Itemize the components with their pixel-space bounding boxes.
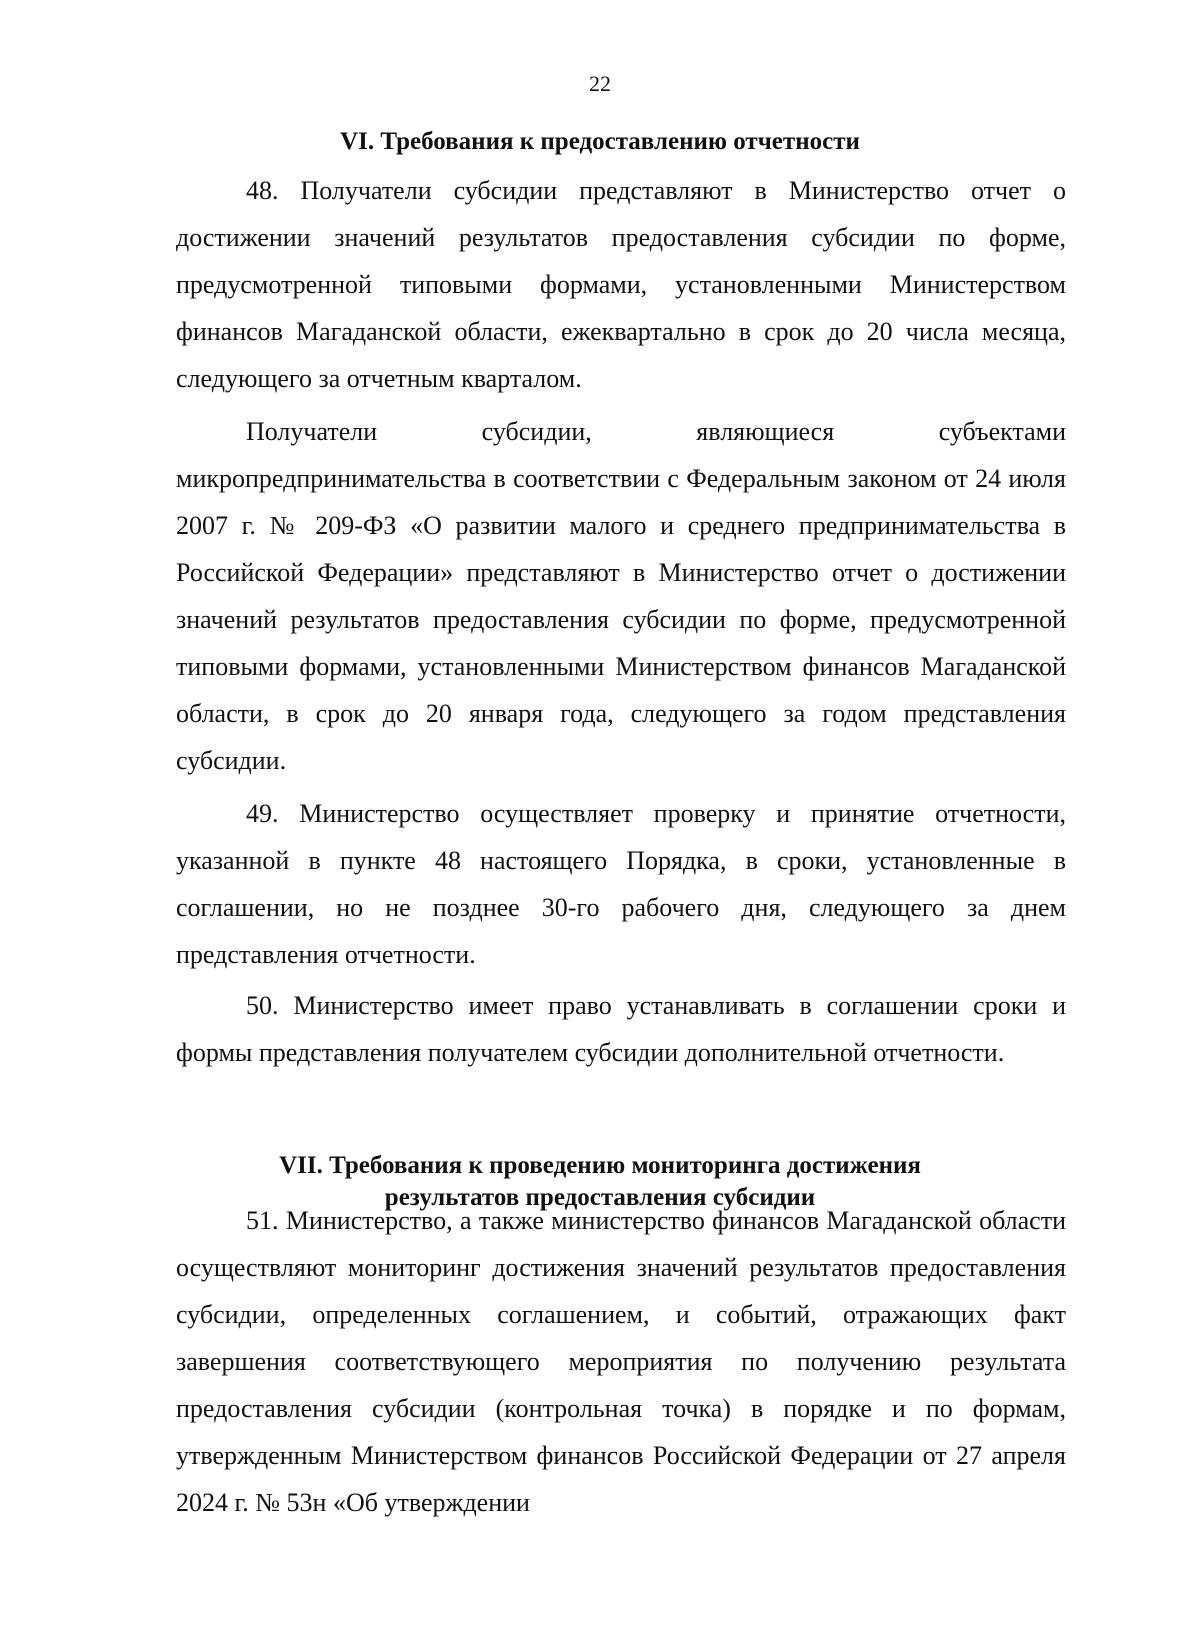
section-heading-requirements-reporting: VI. Требования к предоставлению отчетности xyxy=(340,128,860,155)
paragraph-50: 50. Министерство имеет право устанавливать в соглашении сроки и формы представления получателем субсидии дополнительной отчетности. xyxy=(176,991,1066,1067)
section-heading-monitoring-line-1: VII. Требования к проведению мониторинга достижения xyxy=(279,1152,921,1179)
section-heading-monitoring-line-2: результатов предоставления субсидии xyxy=(384,1184,816,1211)
page-number: 22 xyxy=(589,71,611,96)
paragraph-51: 51. Министерство, а также министерство финансов Магаданской области осуществляют мониторинг достижения значений результатов предоставления субсидии, определенных соглашением, и событий, отражающих факт завершения соответствующего мероприятия по получению результата предоставления субсидии (контрольная точка) в порядке и по формам, утвержденным Министерством финансов Российской Федерации от 27 апреля 2024 г. № 53н «Об утверждении xyxy=(176,1206,1066,1517)
paragraph-48-micro-enterprises: Получатели субсидии, являющиеся субъектами микропредпринимательства в соответствии с Федеральным законом от 24 июля 2007 г. № 209-ФЗ «О развитии малого и среднего предпринимательства в Российской Федерации» представляют в Министерство отчет о достижении значений результатов предоставления субсидии по форме, предусмотренной типовыми формами, установленными Министерством финансов Магаданской области, в срок до 20 января года, следующего за годом представления субсидии. xyxy=(176,417,1066,775)
paragraph-48: 48. Получатели субсидии представляют в Министерство отчет о достижении значений результатов предоставления субсидии по форме, предусмотренной типовыми формами, установленными Министерством финансов Магаданской области, ежеквартально в срок до 20 числа месяца, следующего за отчетным кварталом. xyxy=(176,176,1066,393)
paragraph-49: 49. Министерство осуществляет проверку и принятие отчетности, указанной в пункте 48 настоящего Порядка, в сроки, установленные в соглашении, но не позднее 30-го рабочего дня, следующего за днем представления отчетности. xyxy=(176,799,1066,969)
